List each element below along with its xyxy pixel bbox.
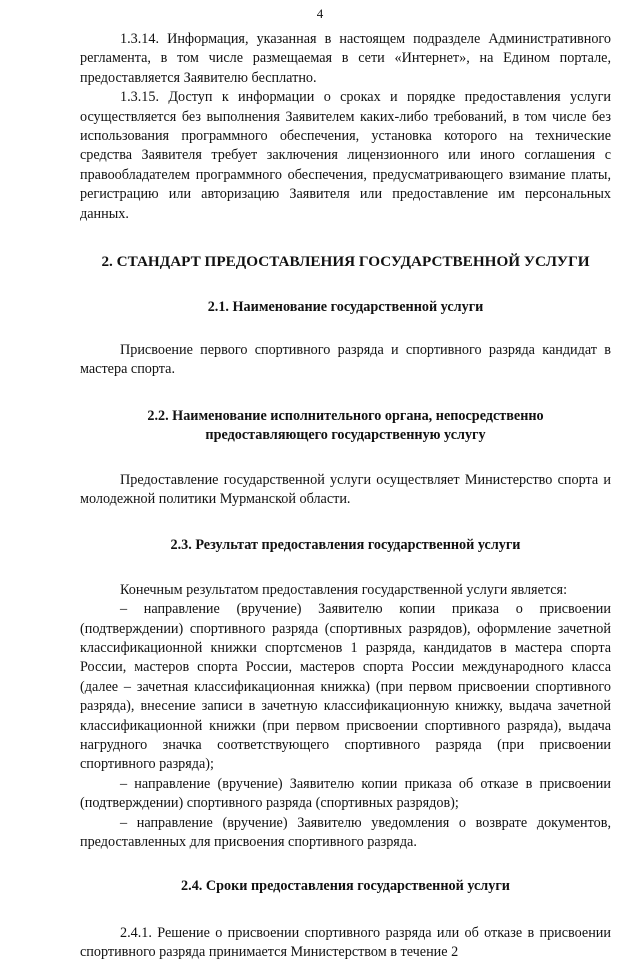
document-body [80,30,611,963]
paragraph-1-3-14: 1.3.14. Информация, указанная в настоящем подразделе Административного регламента, в том числе размещаемая в сети «Интернет», на Едином портале, предоставляется Заявителю бесплатно. [80,31,611,86]
section-2-2-title-line2: предоставляющего государственную услугу [205,427,486,444]
section-2-2-text: Предоставление государственной услуги осуществляет Министерство спорта и молодежной политики Мурманской области. [80,471,611,507]
section-2-3-title: 2.3. Результат предоставления государственной услуги [170,537,521,554]
section-2-4-1-text: 2.4.1. Решение о присвоении спортивного разряда или об отказе в присвоении спортивного разряда принимается Министерством в течение 2 [80,924,611,961]
section-2-title: 2. СТАНДАРТ ПРЕДОСТАВЛЕНИЯ ГОСУДАРСТВЕННОЙ УСЛУГИ [101,253,590,271]
section-2-4-title: 2.4. Сроки предоставления государственной услуги [181,878,510,895]
section-2-2-title-line1: 2.2. Наименование исполнительного органа, непосредственно [147,407,544,424]
section-2-1-text: Присвоение первого спортивного разряда и спортивного разряда кандидат в мастера спорта. [80,341,611,378]
section-2-1-title: 2.1. Наименование государственной услуги [207,299,484,316]
paragraph-1-3-15: 1.3.15. Доступ к информации о сроках и порядке предоставления услуги осуществляется без выполнения Заявителем каких-либо требований, в том числе без использования программного обеспечения, установка которого на технические средства Заявителя требует заключения лицензионного или иного соглашения с правообладателем программного обеспечения, предусматривающего взимание платы, регистрацию или авторизацию Заявителя или предоставление им персональных данных. [80,89,611,222]
result-item-3: – направление (вручение) Заявителю уведомления о возврате документов, предоставленных для присвоения спортивного разряда. [80,814,611,850]
result-item-2: – направление (вручение) Заявителю копии приказа об отказе в присвоении (подтверждении) спортивного разряда (спортивных разрядов); [80,775,611,812]
result-item-1: – направление (вручение) Заявителю копии приказа о присвоении (подтверждении) спортивного разряда (спортивных разрядов), оформление зачетной классификационной книжки спортсменов 1 разряда, кандидатов в мастера спорта России, мастеров спорта России, мастеров спорта России международного класса (далее – зачетная классификационная книжка) (при первом присвоении спортивного разряда), внесение записи в зачетную классификационную книжку, выдача зачетной классификационной книжки (при первом присвоении спортивного разряда), выдача нагрудного значка соответствующего спортивного разряда (при присвоении спортивного разряда); [80,601,611,773]
section-2-2-title [80,407,611,446]
page-number: 4 [316,6,324,21]
section-2-3-intro: Конечным результатом предоставления государственной услуги является: [120,581,568,598]
